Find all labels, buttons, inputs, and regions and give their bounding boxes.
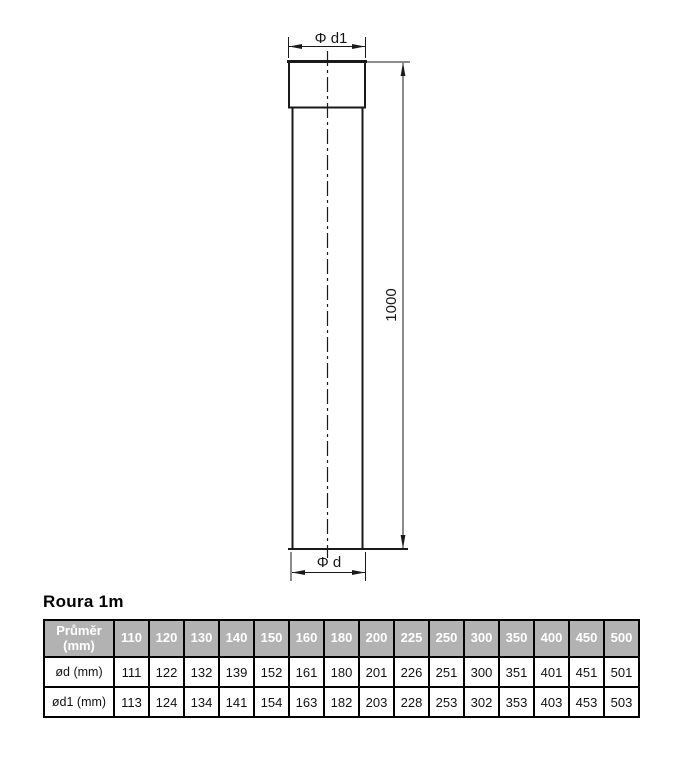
- table-cell: 111: [114, 657, 149, 687]
- table-cell: 134: [184, 687, 219, 717]
- arrow-length-bottom: [401, 535, 406, 549]
- table-cell: 453: [569, 687, 604, 717]
- header-cell: 180: [324, 620, 359, 657]
- header-cell: 350: [499, 620, 534, 657]
- table-cell: 113: [114, 687, 149, 717]
- dim-label-length: 1000: [383, 288, 400, 322]
- header-cell: 110: [114, 620, 149, 657]
- table-cell: 302: [464, 687, 499, 717]
- table-cell: 139: [219, 657, 254, 687]
- header-cell: 450: [569, 620, 604, 657]
- row-label-d1: ød1 (mm): [44, 687, 114, 717]
- table-cell: 251: [429, 657, 464, 687]
- header-cell: 400: [534, 620, 569, 657]
- header-cell: 225: [394, 620, 429, 657]
- table-cell: 226: [394, 657, 429, 687]
- pipe-body-outline: [288, 108, 408, 550]
- header-cell: 300: [464, 620, 499, 657]
- header-cell: 500: [604, 620, 639, 657]
- arrow-d1-right: [352, 44, 365, 49]
- arrow-d1-left: [289, 44, 302, 49]
- table-cell: 351: [499, 657, 534, 687]
- table-cell: 182: [324, 687, 359, 717]
- table-row-d1: [44, 687, 639, 717]
- table-row-d: [44, 657, 639, 687]
- table-cell: 451: [569, 657, 604, 687]
- table-cell: 141: [219, 687, 254, 717]
- table-cell: 228: [394, 687, 429, 717]
- arrow-d-right: [352, 570, 365, 575]
- table-cell: 503: [604, 687, 639, 717]
- header-cell-diameter: Průměr (mm): [44, 620, 114, 657]
- table-cell: 353: [499, 687, 534, 717]
- table-cell: 124: [149, 687, 184, 717]
- header-cell: 160: [289, 620, 324, 657]
- table-cell: 501: [604, 657, 639, 687]
- table-cell: 201: [359, 657, 394, 687]
- header-cell: 250: [429, 620, 464, 657]
- dim-label-d: Φ d: [316, 554, 342, 571]
- row-label-d: ød (mm): [44, 657, 114, 687]
- header-cell: 200: [359, 620, 394, 657]
- arrow-d-left: [292, 570, 305, 575]
- table-cell: 403: [534, 687, 569, 717]
- table-header-row: [44, 620, 639, 657]
- table-cell: 401: [534, 657, 569, 687]
- table-cell: 203: [359, 687, 394, 717]
- table-cell: 161: [289, 657, 324, 687]
- table-cell: 163: [289, 687, 324, 717]
- table-cell: 180: [324, 657, 359, 687]
- header-cell: 140: [219, 620, 254, 657]
- product-title: Roura 1m: [43, 592, 124, 611]
- header-cell: 150: [254, 620, 289, 657]
- header-cell: 130: [184, 620, 219, 657]
- header-cell: 120: [149, 620, 184, 657]
- diameter-table: [43, 619, 640, 718]
- dim-label-d1: Φ d1: [314, 30, 348, 47]
- table-cell: 253: [429, 687, 464, 717]
- table-cell: 122: [149, 657, 184, 687]
- table-cell: 300: [464, 657, 499, 687]
- arrow-length-top: [401, 63, 406, 77]
- table-cell: 132: [184, 657, 219, 687]
- table-cell: 154: [254, 687, 289, 717]
- table-cell: 152: [254, 657, 289, 687]
